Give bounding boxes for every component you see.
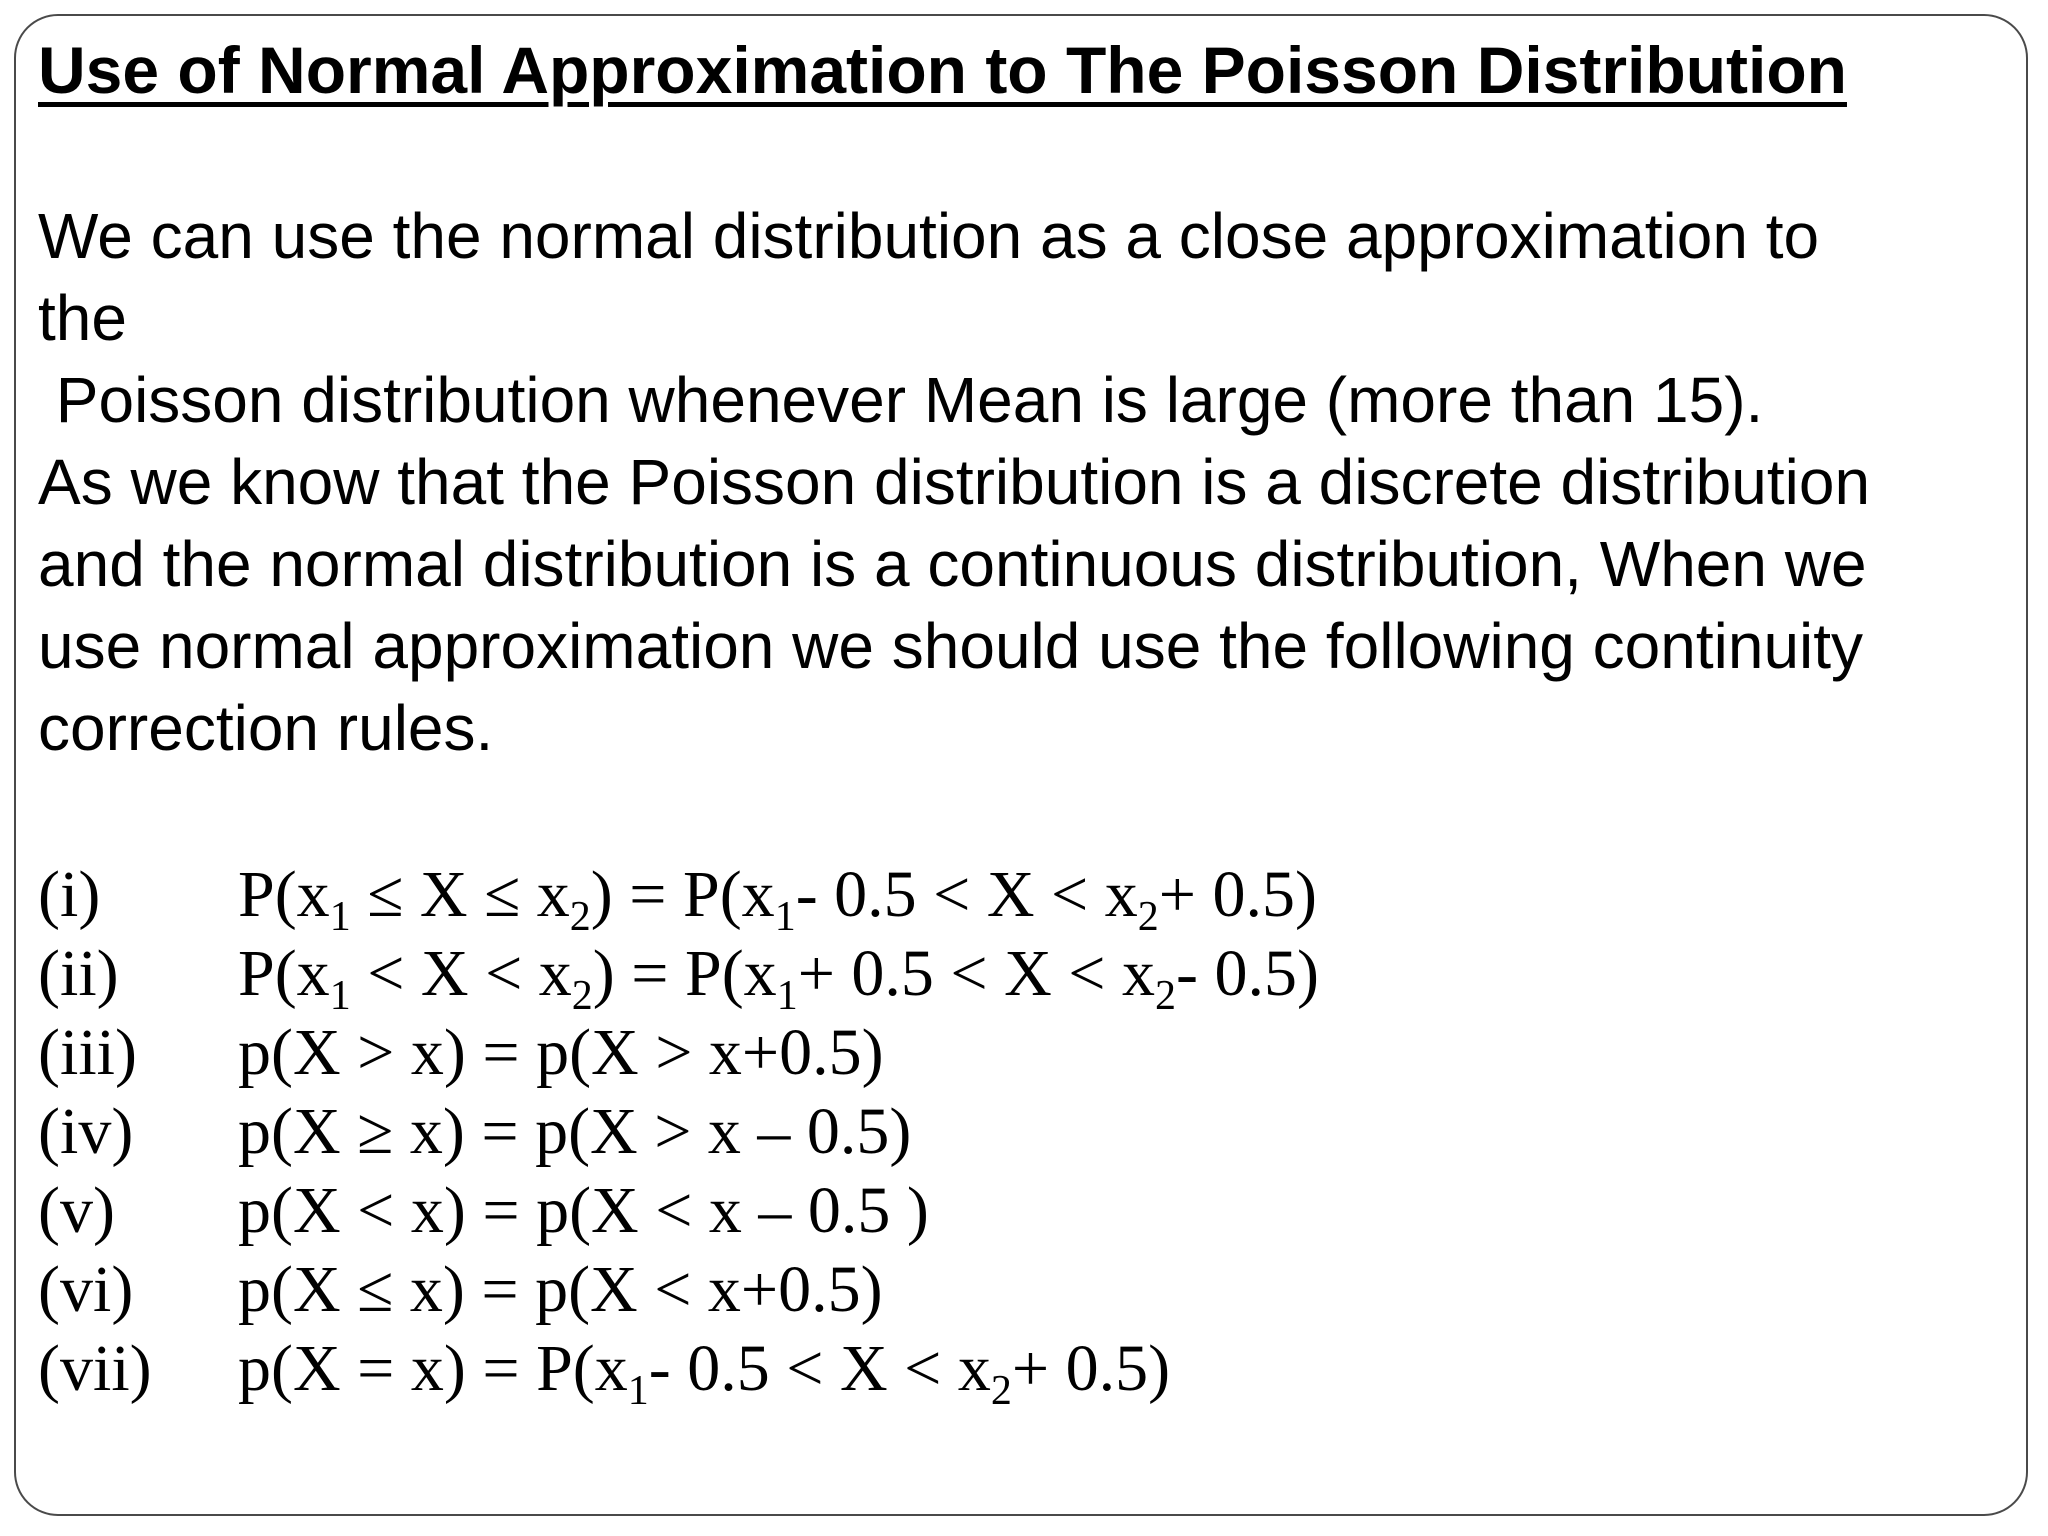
intro-line: correction rules. [38, 692, 494, 764]
formula-text: p(X ≤ x) = p(X < x+0.5) [238, 1253, 883, 1326]
rule-formula [238, 1013, 884, 1092]
rule-label: (i) [38, 858, 101, 931]
formula-text: + 0.5) [1158, 858, 1317, 931]
formula-subscript: 1 [627, 1368, 649, 1414]
rule-formula [238, 1329, 1171, 1414]
formula-subscript: 2 [990, 1368, 1012, 1414]
rule-formula [238, 1092, 911, 1171]
rule-label: (iv) [38, 1095, 134, 1168]
intro-line: and the normal distribution is a continuous distribution, When we [38, 528, 1867, 600]
formula-text: - 0.5 < X < x [648, 1332, 991, 1405]
intro-line: use normal approximation we should use the following continuity [38, 610, 1864, 682]
formula-text: P(x [238, 858, 330, 931]
formula-subscript: 2 [1155, 973, 1177, 1019]
rule-label: (vi) [38, 1253, 134, 1326]
slide-title: Use of Normal Approximation to The Poisson Distribution [38, 33, 1847, 107]
rule-label: (ii) [38, 937, 119, 1010]
formula-text: p(X ≥ x) = p(X > x – 0.5) [238, 1095, 912, 1168]
formula-text: ) = P(x [590, 858, 775, 931]
intro-line: As we know that the Poisson distribution is a discrete distribution [38, 446, 1871, 518]
rule-label: (iii) [38, 1016, 137, 1089]
rule-label: (v) [38, 1174, 115, 1247]
rule-label: (vii) [38, 1332, 152, 1405]
formula-text: < X < x [350, 937, 572, 1010]
formula-subscript: 1 [776, 973, 798, 1019]
formula-subscript: 2 [1137, 894, 1159, 940]
intro-line: We can use the normal distribution as a close approximation to [38, 200, 1820, 272]
intro-paragraph [38, 195, 2018, 769]
formula-text: p(X = x) = P(x [238, 1332, 628, 1405]
formula-subscript: 1 [329, 973, 351, 1019]
rule-formula [238, 934, 1319, 1019]
formula-text: + 0.5) [1011, 1332, 1171, 1405]
formula-text: + 0.5 < X < x [797, 937, 1156, 1010]
formula-text: ≤ X ≤ x [350, 858, 570, 931]
intro-line: Poisson distribution whenever Mean is large (more than 15). [38, 364, 1764, 436]
formula-text: - 0.5 < X < x [795, 858, 1138, 931]
intro-line: the [38, 282, 127, 354]
formula-subscript: 2 [571, 973, 593, 1019]
formula-text: p(X > x) = p(X > x+0.5) [238, 1016, 884, 1089]
formula-text: p(X < x) = p(X < x – 0.5 ) [238, 1174, 929, 1247]
rule-formula [238, 1171, 929, 1250]
formula-text: ) = P(x [592, 937, 777, 1010]
formula-subscript: 1 [774, 894, 796, 940]
formula-subscript: 1 [329, 894, 351, 940]
formula-text: P(x [238, 937, 330, 1010]
rule-formula [238, 855, 1317, 940]
rule-formula [238, 1250, 883, 1329]
formula-subscript: 2 [569, 894, 591, 940]
formula-text: - 0.5) [1176, 937, 1319, 1010]
